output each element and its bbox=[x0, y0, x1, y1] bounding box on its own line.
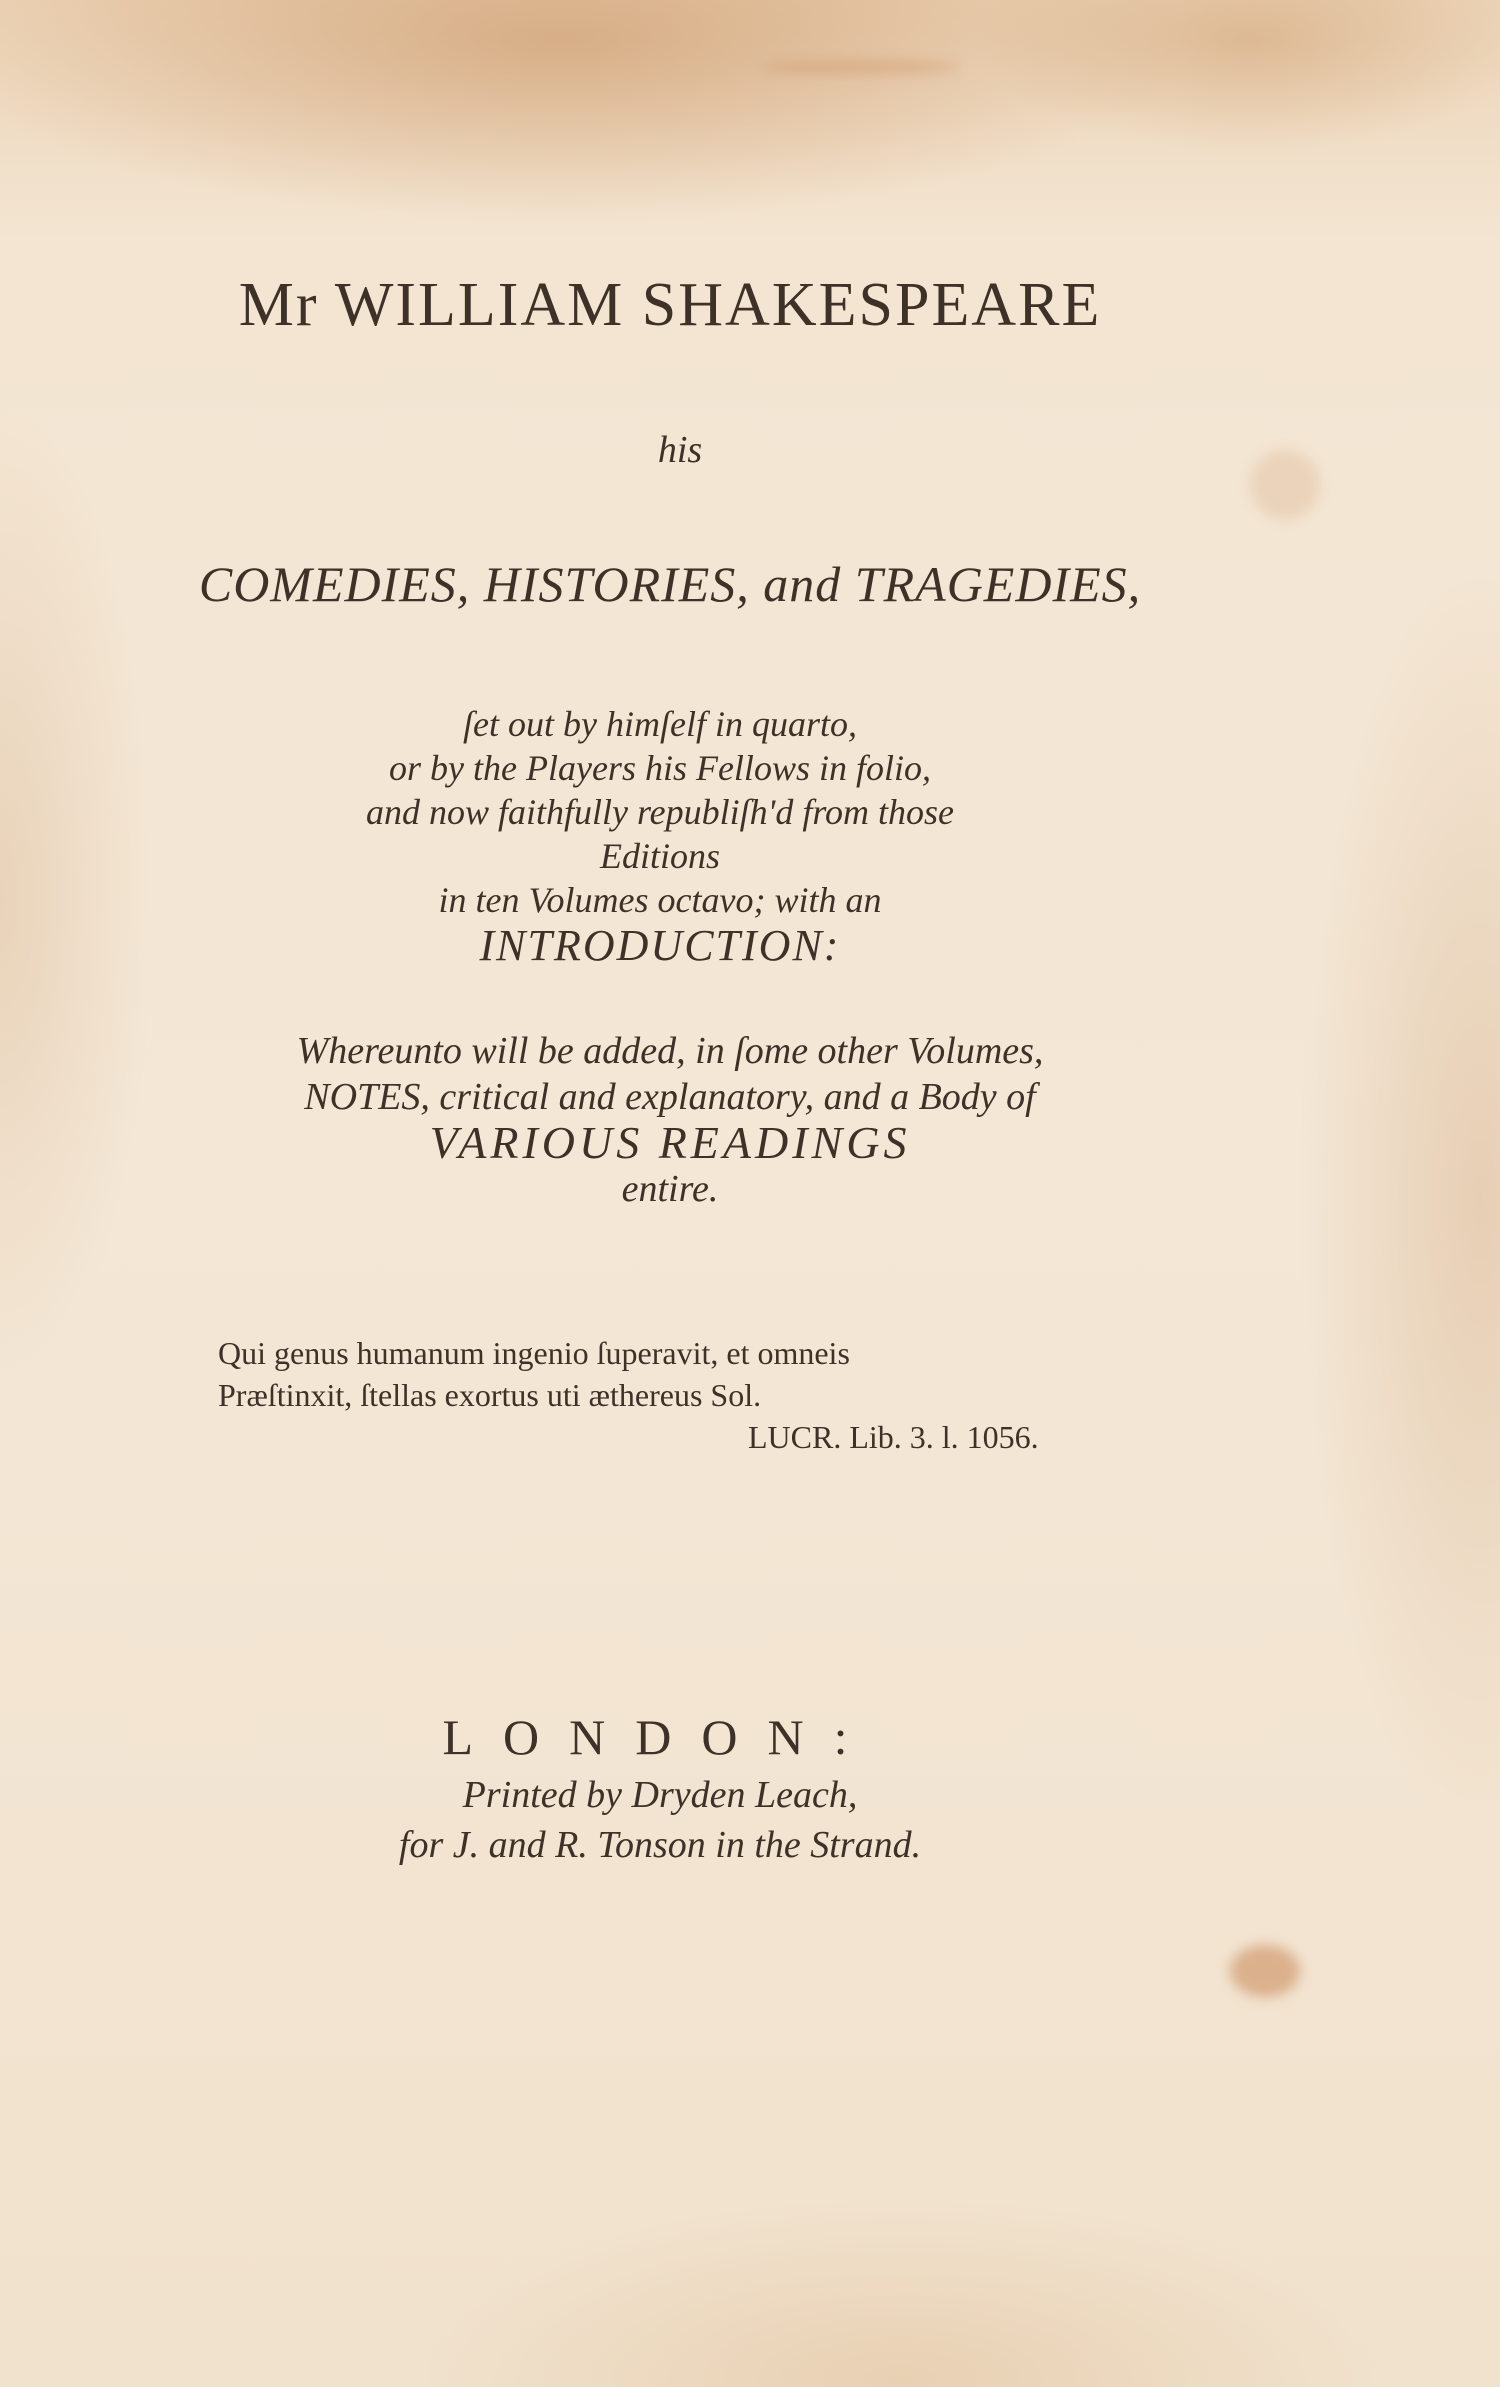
setout-line: ſet out by himſelf in quarto, bbox=[463, 704, 857, 744]
various-readings-heading: VARIOUS READINGS bbox=[429, 1117, 911, 1168]
whereunto-line: entire. bbox=[621, 1168, 719, 1210]
epigraph-reference: LUCR. Lib. 3. l. 1056. bbox=[748, 1419, 1039, 1455]
stain-mark bbox=[1230, 1945, 1300, 1997]
stain-mark bbox=[760, 60, 960, 74]
publisher-line: for J. and R. Tonson in the Strand. bbox=[398, 1824, 922, 1866]
works-heading: COMEDIES, HISTORIES, and TRAGEDIES, bbox=[198, 556, 1142, 612]
epigraph-line: Præſtinxit, ſtellas exortus uti æthereus Sol. bbox=[218, 1377, 762, 1413]
setout-line: in ten Volumes octavo; with an bbox=[438, 880, 882, 920]
setout-line: or by the Players his Fellows in folio, bbox=[389, 748, 931, 788]
notes-description bbox=[130, 1028, 1210, 1212]
publication-description bbox=[120, 702, 1200, 970]
imprint-place: LONDON: bbox=[442, 1709, 878, 1765]
setout-line: and now faithfully republiſh'd from those bbox=[365, 792, 955, 832]
his-line: his bbox=[657, 429, 703, 471]
introduction-heading: INTRODUCTION: bbox=[479, 921, 841, 970]
setout-line: Editions bbox=[599, 836, 720, 876]
whereunto-line: NOTES, critical and explanatory, and a Body of bbox=[304, 1076, 1036, 1118]
epigraph bbox=[218, 1332, 1118, 1458]
printer-line: Printed by Dryden Leach, bbox=[462, 1774, 858, 1816]
epigraph-line: Qui genus humanum ingenio ſuperavit, et omneis bbox=[218, 1335, 850, 1371]
whereunto-line: Whereunto will be added, in ſome other Volumes, bbox=[296, 1030, 1044, 1072]
imprint bbox=[110, 1770, 1210, 1870]
author-heading: Mr WILLIAM SHAKESPEARE bbox=[238, 271, 1102, 339]
